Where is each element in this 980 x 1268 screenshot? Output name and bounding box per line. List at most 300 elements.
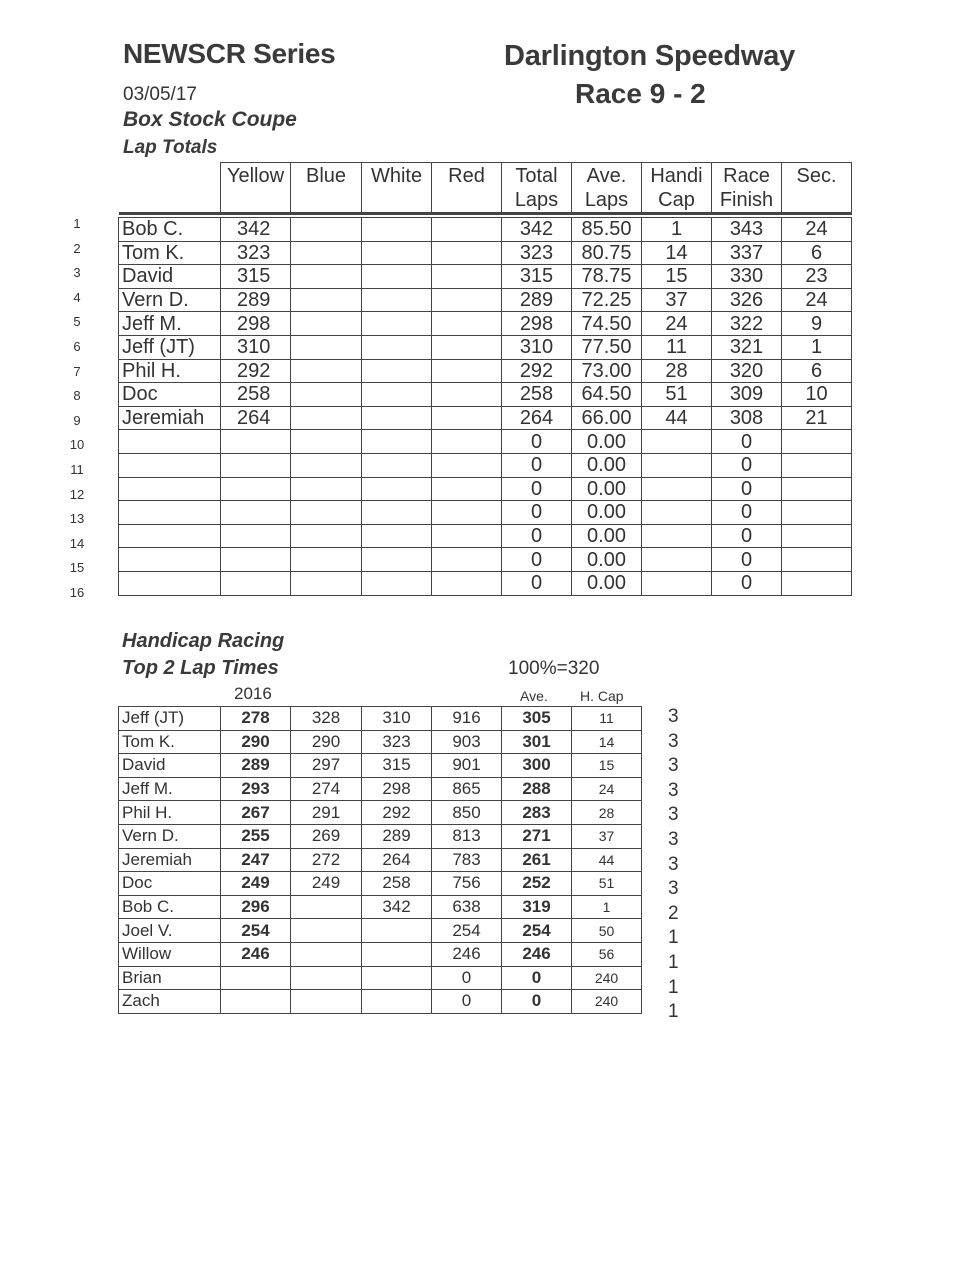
- lap-header-row: [119, 163, 852, 214]
- lap-cell-sec: 24: [782, 288, 852, 312]
- hc-cell-c3: [362, 942, 432, 966]
- hc-cell-sum: 850: [432, 801, 502, 825]
- row-number: 2: [73, 240, 81, 256]
- lap-cell-blue: [291, 312, 362, 336]
- lap-cell-handicap: 44: [642, 406, 712, 430]
- hc-cell-y2016: 255: [221, 824, 291, 848]
- lap-cell-ave: 73.00: [572, 359, 642, 383]
- lap-cell-name: [119, 477, 221, 501]
- lap-cell-handicap: [642, 501, 712, 525]
- lap-cell-ave: 66.00: [572, 406, 642, 430]
- row-number: 5: [73, 314, 81, 330]
- lap-cell-name: Jeff (JT): [119, 335, 221, 359]
- hc-cell-c3: [362, 919, 432, 943]
- lap-cell-name: Vern D.: [119, 288, 221, 312]
- hc-cell-ave: 305: [502, 707, 572, 731]
- hc-cell-ave: 283: [502, 801, 572, 825]
- lap-cell-red: [432, 335, 502, 359]
- hc-cell-sum: 0: [432, 990, 502, 1014]
- lap-cell-white: [362, 501, 432, 525]
- track-title: Darlington Speedway: [504, 40, 796, 72]
- hc-cell-c3: 258: [362, 872, 432, 896]
- table-row: [119, 335, 852, 359]
- race-title: Race 9 - 2: [575, 78, 706, 109]
- hc-cell-ave: 300: [502, 754, 572, 778]
- hc-cell-name: Vern D.: [119, 824, 221, 848]
- lap-cell-finish: 322: [712, 312, 782, 336]
- hc-cell-name: Doc: [119, 872, 221, 896]
- table-row: [119, 383, 852, 407]
- lap-cell-red: [432, 453, 502, 477]
- hc-cell-y2016: 289: [221, 754, 291, 778]
- lap-cell-white: [362, 571, 432, 595]
- hc-cell-hcap: 240: [572, 990, 642, 1014]
- hc-cell-c3: [362, 990, 432, 1014]
- race-count: 3: [668, 779, 679, 801]
- lap-cell-ave: 85.50: [572, 218, 642, 242]
- race-count: 3: [668, 804, 679, 826]
- lap-cell-ave: 77.50: [572, 335, 642, 359]
- race-count: 1: [668, 1001, 679, 1023]
- lap-cell-handicap: [642, 477, 712, 501]
- lap-cell-yellow: [221, 453, 291, 477]
- lap-cell-blue: [291, 406, 362, 430]
- lap-cell-white: [362, 359, 432, 383]
- table-row: [119, 265, 852, 289]
- table-row: [119, 990, 642, 1014]
- lap-cell-yellow: 323: [221, 241, 291, 265]
- lap-cell-ave: 78.75: [572, 265, 642, 289]
- race-count: 3: [668, 878, 679, 900]
- race-count: 3: [668, 829, 679, 850]
- lap-cell-ave: 74.50: [572, 312, 642, 336]
- table-row: [119, 919, 642, 943]
- hc-cell-c3: 315: [362, 754, 432, 778]
- lap-cell-white: [362, 453, 432, 477]
- lap-header-cell: White: [362, 163, 432, 214]
- row-number: 3: [73, 265, 81, 281]
- lap-cell-white: [362, 383, 432, 407]
- table-row: [119, 754, 642, 778]
- lap-cell-total: 323: [502, 241, 572, 265]
- hc-cell-hcap: 56: [572, 942, 642, 966]
- hc-cell-c2: [291, 990, 362, 1014]
- hc-cell-name: Jeff M.: [119, 777, 221, 801]
- hc-cell-c3: 310: [362, 707, 432, 731]
- lap-cell-name: [119, 571, 221, 595]
- table-row: [119, 218, 852, 242]
- lap-cell-handicap: 15: [642, 265, 712, 289]
- lap-cell-ave: 0.00: [572, 524, 642, 548]
- lap-cell-ave: 0.00: [572, 501, 642, 525]
- hc-cell-c3: 298: [362, 777, 432, 801]
- lap-cell-red: [432, 524, 502, 548]
- hc-cell-ave: 261: [502, 848, 572, 872]
- lap-cell-finish: 326: [712, 288, 782, 312]
- race-count: 3: [668, 755, 679, 777]
- hc-cell-y2016: 247: [221, 848, 291, 872]
- lap-cell-handicap: [642, 453, 712, 477]
- hc-cell-c2: [291, 895, 362, 919]
- lap-cell-blue: [291, 359, 362, 383]
- lap-cell-blue: [291, 524, 362, 548]
- lap-cell-blue: [291, 453, 362, 477]
- lap-cell-red: [432, 501, 502, 525]
- lap-header-cell: Race Finish: [712, 163, 782, 214]
- lap-cell-white: [362, 265, 432, 289]
- table-row: [119, 288, 852, 312]
- table-row: [119, 477, 852, 501]
- lap-cell-ave: 72.25: [572, 288, 642, 312]
- row-number: 12: [69, 486, 85, 502]
- lap-cell-handicap: [642, 430, 712, 454]
- hc-cell-y2016: 254: [221, 919, 291, 943]
- lap-cell-yellow: [221, 548, 291, 572]
- row-number: 1: [73, 216, 81, 231]
- lap-cell-red: [432, 265, 502, 289]
- label-hcap: H. Cap: [580, 688, 624, 704]
- lap-cell-name: David: [119, 265, 221, 289]
- lap-cell-white: [362, 335, 432, 359]
- hc-cell-hcap: 50: [572, 919, 642, 943]
- lap-header-cell: [119, 163, 221, 214]
- lap-cell-name: Bob C.: [119, 218, 221, 242]
- lap-cell-finish: 0: [712, 453, 782, 477]
- lap-cell-handicap: 37: [642, 288, 712, 312]
- lap-header-cell: Total Laps: [502, 163, 572, 214]
- hc-cell-hcap: 24: [572, 777, 642, 801]
- lap-cell-red: [432, 218, 502, 242]
- lap-cell-handicap: [642, 524, 712, 548]
- lap-cell-white: [362, 241, 432, 265]
- lap-cell-white: [362, 312, 432, 336]
- lap-cell-ave: 0.00: [572, 548, 642, 572]
- hc-cell-sum: 0: [432, 966, 502, 990]
- lap-cell-yellow: 292: [221, 359, 291, 383]
- hc-cell-c2: 269: [291, 824, 362, 848]
- series-title: NEWSCR Series: [123, 38, 336, 69]
- lap-cell-blue: [291, 548, 362, 572]
- lap-cell-yellow: [221, 571, 291, 595]
- lap-cell-blue: [291, 265, 362, 289]
- hc-cell-hcap: 1: [572, 895, 642, 919]
- lap-cell-total: 342: [502, 218, 572, 242]
- handicap-title: Handicap Racing: [122, 630, 285, 652]
- hc-cell-c2: 291: [291, 801, 362, 825]
- row-number: 6: [73, 339, 81, 354]
- table-row: [119, 524, 852, 548]
- lap-cell-name: Phil H.: [119, 359, 221, 383]
- lap-cell-red: [432, 359, 502, 383]
- lap-cell-sec: [782, 430, 852, 454]
- lap-cell-total: 0: [502, 571, 572, 595]
- lap-cell-total: 292: [502, 359, 572, 383]
- lap-cell-blue: [291, 430, 362, 454]
- hc-cell-sum: 756: [432, 872, 502, 896]
- lap-cell-blue: [291, 383, 362, 407]
- table-row: [119, 730, 642, 754]
- lap-cell-finish: 309: [712, 383, 782, 407]
- hc-cell-c3: 323: [362, 730, 432, 754]
- row-number: 7: [73, 363, 81, 379]
- hc-cell-y2016: [221, 990, 291, 1014]
- lap-cell-yellow: 310: [221, 335, 291, 359]
- hc-cell-name: Tom K.: [119, 730, 221, 754]
- lap-cell-white: [362, 548, 432, 572]
- hc-cell-hcap: 240: [572, 966, 642, 990]
- race-count: 3: [668, 730, 679, 752]
- lap-cell-blue: [291, 241, 362, 265]
- hc-cell-name: Brian: [119, 966, 221, 990]
- lap-cell-white: [362, 524, 432, 548]
- lap-cell-red: [432, 548, 502, 572]
- table-row: [119, 824, 642, 848]
- hc-cell-hcap: 51: [572, 872, 642, 896]
- table-row: [119, 872, 642, 896]
- table-row: [119, 895, 642, 919]
- hc-cell-sum: 813: [432, 824, 502, 848]
- lap-cell-blue: [291, 218, 362, 242]
- table-row: [119, 801, 642, 825]
- lap-cell-white: [362, 218, 432, 242]
- race-count: 3: [668, 853, 679, 875]
- table-row: [119, 777, 642, 801]
- lap-cell-yellow: 315: [221, 265, 291, 289]
- lap-cell-name: [119, 524, 221, 548]
- lap-cell-total: 0: [502, 501, 572, 525]
- lap-cell-name: Jeremiah: [119, 406, 221, 430]
- handicap-table: [118, 706, 642, 1014]
- hc-cell-y2016: 249: [221, 872, 291, 896]
- lap-cell-name: [119, 430, 221, 454]
- hc-cell-sum: 916: [432, 707, 502, 731]
- hc-cell-sum: 903: [432, 730, 502, 754]
- lap-cell-name: [119, 453, 221, 477]
- hc-cell-ave: 254: [502, 919, 572, 943]
- lap-cell-sec: [782, 548, 852, 572]
- lap-cell-sec: [782, 501, 852, 525]
- lap-cell-blue: [291, 335, 362, 359]
- lap-cell-finish: 0: [712, 524, 782, 548]
- hc-cell-hcap: 37: [572, 824, 642, 848]
- table-row: [119, 453, 852, 477]
- hc-cell-y2016: [221, 966, 291, 990]
- lap-cell-total: 289: [502, 288, 572, 312]
- lap-cell-yellow: [221, 477, 291, 501]
- hc-cell-hcap: 28: [572, 801, 642, 825]
- lap-cell-blue: [291, 501, 362, 525]
- lap-cell-name: [119, 501, 221, 525]
- lap-cell-ave: 0.00: [572, 571, 642, 595]
- lap-cell-sec: [782, 571, 852, 595]
- table-row: [119, 312, 852, 336]
- lap-cell-total: 0: [502, 453, 572, 477]
- lap-cell-total: 315: [502, 265, 572, 289]
- hc-cell-hcap: 11: [572, 707, 642, 731]
- lap-cell-blue: [291, 477, 362, 501]
- lap-cell-red: [432, 312, 502, 336]
- hc-cell-y2016: 290: [221, 730, 291, 754]
- lap-cell-sec: 23: [782, 265, 852, 289]
- hc-cell-sum: 783: [432, 848, 502, 872]
- lap-cell-sec: 24: [782, 218, 852, 242]
- lap-cell-finish: 0: [712, 477, 782, 501]
- lap-cell-red: [432, 406, 502, 430]
- hc-cell-name: David: [119, 754, 221, 778]
- row-number: 4: [73, 289, 81, 305]
- table-row: [119, 359, 852, 383]
- hc-cell-sum: 254: [432, 919, 502, 943]
- lap-cell-sec: 6: [782, 359, 852, 383]
- label-2016: 2016: [234, 684, 272, 703]
- hc-cell-name: Jeremiah: [119, 848, 221, 872]
- hc-cell-c2: 272: [291, 848, 362, 872]
- table-row: [119, 707, 642, 731]
- race-count: 1: [668, 927, 679, 949]
- lap-cell-ave: 64.50: [572, 383, 642, 407]
- lap-cell-total: 264: [502, 406, 572, 430]
- lap-cell-handicap: 28: [642, 359, 712, 383]
- lap-cell-finish: 0: [712, 501, 782, 525]
- row-number: 9: [73, 412, 81, 428]
- row-number: 8: [73, 388, 81, 404]
- lap-cell-total: 310: [502, 335, 572, 359]
- lap-header-cell: Blue: [291, 163, 362, 214]
- table-row: [119, 942, 642, 966]
- lap-cell-finish: 0: [712, 571, 782, 595]
- hc-cell-c2: 328: [291, 707, 362, 731]
- lap-cell-white: [362, 406, 432, 430]
- lap-cell-red: [432, 383, 502, 407]
- lap-cell-finish: 343: [712, 218, 782, 242]
- lap-cell-handicap: [642, 571, 712, 595]
- hc-cell-ave: 301: [502, 730, 572, 754]
- lap-cell-finish: 308: [712, 406, 782, 430]
- lap-cell-finish: 330: [712, 265, 782, 289]
- handicap-subtitle: Top 2 Lap Times: [122, 657, 279, 679]
- lap-cell-finish: 0: [712, 430, 782, 454]
- hc-cell-c2: [291, 942, 362, 966]
- lap-cell-red: [432, 477, 502, 501]
- lap-cell-ave: 0.00: [572, 430, 642, 454]
- table-row: [119, 966, 642, 990]
- lap-cell-sec: 10: [782, 383, 852, 407]
- lap-header-cell: Sec.: [782, 163, 852, 214]
- table-row: [119, 548, 852, 572]
- lap-totals-title: Lap Totals: [123, 137, 218, 158]
- lap-cell-yellow: 342: [221, 218, 291, 242]
- hc-cell-ave: 288: [502, 777, 572, 801]
- lap-cell-ave: 0.00: [572, 453, 642, 477]
- lap-cell-red: [432, 571, 502, 595]
- lap-cell-sec: [782, 453, 852, 477]
- lap-cell-yellow: 289: [221, 288, 291, 312]
- lap-cell-name: [119, 548, 221, 572]
- lap-cell-total: 0: [502, 430, 572, 454]
- race-count: 1: [668, 952, 679, 973]
- lap-cell-white: [362, 477, 432, 501]
- lap-cell-sec: [782, 477, 852, 501]
- row-number: 16: [69, 585, 85, 600]
- lap-cell-handicap: 11: [642, 335, 712, 359]
- lap-cell-yellow: 264: [221, 406, 291, 430]
- hc-cell-name: Phil H.: [119, 801, 221, 825]
- label-ave: Ave.: [520, 688, 548, 704]
- lap-cell-handicap: [642, 548, 712, 572]
- lap-cell-ave: 80.75: [572, 241, 642, 265]
- lap-cell-sec: [782, 524, 852, 548]
- lap-cell-sec: 21: [782, 406, 852, 430]
- hc-cell-c3: 289: [362, 824, 432, 848]
- lap-cell-name: Jeff M.: [119, 312, 221, 336]
- hc-cell-y2016: 267: [221, 801, 291, 825]
- lap-cell-red: [432, 430, 502, 454]
- hc-cell-c3: [362, 966, 432, 990]
- table-row: [119, 571, 852, 595]
- hc-cell-ave: 246: [502, 942, 572, 966]
- lap-cell-sec: 6: [782, 241, 852, 265]
- lap-cell-white: [362, 288, 432, 312]
- lap-cell-total: 258: [502, 383, 572, 407]
- lap-cell-red: [432, 241, 502, 265]
- hc-cell-y2016: 296: [221, 895, 291, 919]
- hc-cell-c2: 274: [291, 777, 362, 801]
- lap-cell-handicap: 24: [642, 312, 712, 336]
- hc-cell-sum: 865: [432, 777, 502, 801]
- hc-cell-hcap: 44: [572, 848, 642, 872]
- lap-cell-total: 0: [502, 524, 572, 548]
- hc-cell-c3: 342: [362, 895, 432, 919]
- hc-cell-c2: [291, 966, 362, 990]
- lap-cell-handicap: 14: [642, 241, 712, 265]
- lap-cell-total: 0: [502, 548, 572, 572]
- hc-cell-ave: 319: [502, 895, 572, 919]
- hc-cell-c3: 292: [362, 801, 432, 825]
- row-number: 10: [69, 437, 85, 453]
- race-count: 1: [668, 976, 679, 998]
- hc-cell-c2: 297: [291, 754, 362, 778]
- row-number: 11: [70, 462, 84, 477]
- hc-cell-name: Jeff (JT): [119, 707, 221, 731]
- lap-cell-white: [362, 430, 432, 454]
- hc-cell-sum: 901: [432, 754, 502, 778]
- table-row: [119, 501, 852, 525]
- row-number: 13: [69, 511, 85, 527]
- hc-cell-ave: 0: [502, 990, 572, 1014]
- hc-cell-c2: 249: [291, 872, 362, 896]
- lap-totals-table: [118, 162, 852, 596]
- hc-cell-y2016: 293: [221, 777, 291, 801]
- hc-cell-c2: [291, 919, 362, 943]
- hc-cell-y2016: 278: [221, 707, 291, 731]
- lap-cell-name: Doc: [119, 383, 221, 407]
- table-row: [119, 241, 852, 265]
- lap-cell-finish: 320: [712, 359, 782, 383]
- lap-cell-sec: 1: [782, 335, 852, 359]
- lap-cell-yellow: [221, 524, 291, 548]
- lap-header-cell: Red: [432, 163, 502, 214]
- table-row: [119, 430, 852, 454]
- hc-cell-sum: 246: [432, 942, 502, 966]
- hc-cell-name: Bob C.: [119, 895, 221, 919]
- row-number: 14: [69, 535, 85, 551]
- race-count: 3: [668, 706, 679, 727]
- lap-cell-sec: 9: [782, 312, 852, 336]
- hc-cell-c2: 290: [291, 730, 362, 754]
- lap-cell-yellow: [221, 430, 291, 454]
- hc-cell-ave: 271: [502, 824, 572, 848]
- lap-cell-handicap: 1: [642, 218, 712, 242]
